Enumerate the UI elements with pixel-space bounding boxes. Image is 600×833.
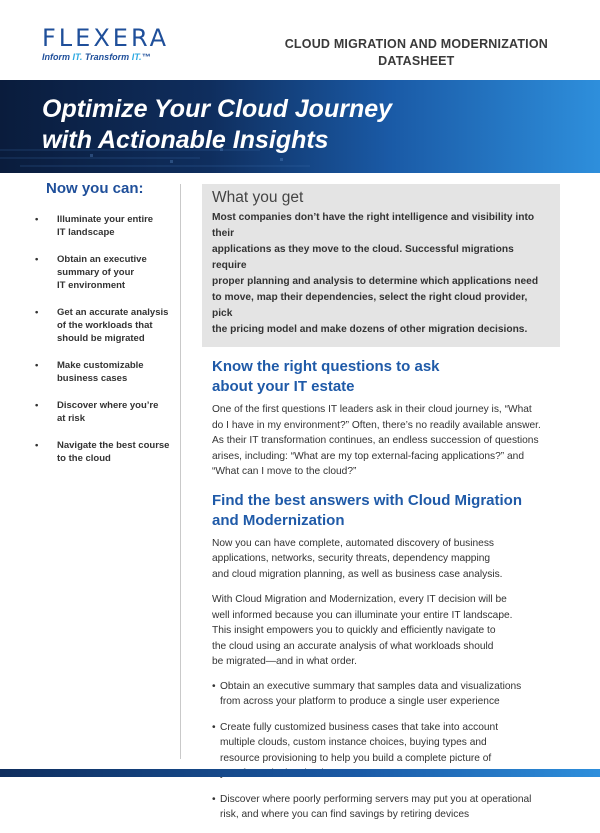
body-line: proper planning and analysis to determine which applications need bbox=[212, 276, 539, 287]
para-line: arises, including: “What are my top external-facing applications?” and bbox=[212, 450, 525, 462]
para-line: applications, networks, security threats, dependency mapping bbox=[212, 553, 491, 564]
sidebar-item-line: Discover where you’re bbox=[57, 400, 159, 411]
para-line: be migrated—and in what order. bbox=[212, 656, 357, 667]
body-line: the pricing model and make dozens of other migration decisions. bbox=[212, 324, 528, 335]
sidebar-item-line: Make customizable bbox=[57, 360, 144, 371]
sidebar-item bbox=[30, 439, 180, 465]
sidebar-item-line: IT environment bbox=[57, 280, 126, 291]
sidebar-item-line: Illuminate your entire bbox=[57, 214, 154, 225]
benefit-item bbox=[212, 679, 560, 710]
para-line: This insight empowers you to quickly and efficiently navigate to bbox=[212, 625, 496, 636]
tagline-mid: Transform bbox=[82, 52, 132, 62]
para-line: do I have in my environment?” Often, there’s no readily available answer. bbox=[212, 419, 541, 431]
sidebar-item-line: summary of your bbox=[57, 267, 135, 278]
sidebar-item-line: of the workloads that bbox=[57, 320, 153, 331]
bullet-line: Create fully customized business cases that take into account bbox=[220, 721, 499, 733]
sidebar-list bbox=[30, 213, 180, 465]
bullet-icon: • bbox=[35, 360, 39, 371]
logo-tagline bbox=[42, 52, 169, 62]
document-type-line-1: CLOUD MIGRATION AND MODERNIZATION bbox=[284, 37, 548, 51]
heading-line: Find the best answers with Cloud Migration bbox=[212, 491, 523, 509]
body-line: applications as they move to the cloud. Successful migrations require bbox=[212, 244, 514, 271]
document-type bbox=[285, 36, 548, 70]
body-line: Most companies don’t have the right intelligence and visibility into their bbox=[212, 212, 535, 239]
para-line: As their IT transformation continues, an endless succession of questions bbox=[212, 435, 539, 446]
bullet-icon: • bbox=[35, 254, 39, 265]
banner-title-line-2: with Actionable Insights bbox=[42, 126, 329, 154]
sidebar-item bbox=[30, 399, 180, 425]
sidebar-item-line: at risk bbox=[57, 413, 85, 424]
banner-title bbox=[42, 94, 392, 156]
section-heading-answers bbox=[212, 491, 560, 531]
what-you-get-box bbox=[202, 184, 560, 347]
benefit-item bbox=[212, 792, 560, 823]
sidebar bbox=[30, 180, 180, 479]
bullet-line: risk, and where you can find savings by retiring devices bbox=[220, 809, 470, 820]
bullet-line: multiple clouds, custom instance choices, buying types and bbox=[220, 737, 487, 748]
bullet-icon: • bbox=[35, 440, 39, 451]
bullet-icon: • bbox=[35, 214, 39, 225]
footer-bar bbox=[0, 769, 600, 777]
para-line: “What can I move to the cloud?” bbox=[212, 466, 357, 477]
flexera-logo bbox=[42, 26, 169, 62]
section-answers-paragraph-1 bbox=[212, 536, 560, 583]
para-line: well informed because you can illuminate your entire IT landscape. bbox=[212, 609, 513, 621]
para-line: With Cloud Migration and Modernization, every IT decision will be bbox=[212, 594, 507, 605]
main-content bbox=[202, 184, 560, 833]
section-questions-paragraph bbox=[212, 402, 560, 480]
section-heading-questions bbox=[212, 357, 560, 397]
sidebar-item-line: to the cloud bbox=[57, 453, 111, 464]
sidebar-item-line: business cases bbox=[57, 373, 128, 384]
page-header bbox=[0, 0, 600, 80]
heading-line: and Modernization bbox=[212, 511, 345, 529]
sidebar-item-line: Navigate the best course bbox=[57, 440, 170, 451]
sidebar-item bbox=[30, 359, 180, 385]
para-line: and cloud migration planning, as well as business case analysis. bbox=[212, 568, 503, 580]
bullet-line: resource provisioning to help you build a complete picture of bbox=[220, 752, 492, 764]
sidebar-item bbox=[30, 306, 180, 345]
heading-line: about your IT estate bbox=[212, 378, 355, 395]
para-line: Now you can have complete, automated discovery of business bbox=[212, 537, 495, 549]
bullet-icon: • bbox=[35, 400, 39, 411]
body-line: to move, map their dependencies, select the right cloud provider, pick bbox=[212, 292, 528, 319]
benefit-list bbox=[212, 679, 560, 823]
tagline-trademark: ™ bbox=[141, 52, 151, 62]
sidebar-item-line: should be migrated bbox=[57, 333, 145, 344]
what-you-get-title: What you get bbox=[212, 189, 304, 206]
column-divider bbox=[180, 184, 181, 759]
para-line: One of the first questions IT leaders ask in their cloud journey is, “What bbox=[212, 404, 532, 415]
sidebar-item-line: Obtain an executive bbox=[57, 254, 147, 265]
tagline-prefix: Inform bbox=[42, 52, 73, 62]
tagline-it-2: IT. bbox=[131, 52, 142, 62]
hero-banner bbox=[0, 80, 600, 173]
bullet-line: Obtain an executive summary that samples data and visualizations bbox=[220, 680, 522, 692]
bullet-icon: • bbox=[212, 793, 216, 805]
sidebar-title: Now you can: bbox=[46, 180, 144, 197]
heading-line: Know the right questions to ask bbox=[212, 358, 440, 375]
sidebar-item bbox=[30, 253, 180, 292]
sidebar-item-line: Get an accurate analysis bbox=[57, 307, 169, 318]
bullet-line: Discover where poorly performing servers may put you at operational bbox=[220, 793, 532, 805]
bullet-icon: • bbox=[35, 307, 39, 318]
banner-title-line-1: Optimize Your Cloud Journey bbox=[42, 95, 393, 123]
logo-wordmark: FLEXERA bbox=[42, 24, 170, 52]
bullet-line: from across your platform to produce a single user experience bbox=[220, 696, 500, 707]
sidebar-item-line: IT landscape bbox=[57, 227, 115, 238]
bullet-icon: • bbox=[212, 721, 216, 733]
document-type-line-2: DATASHEET bbox=[378, 54, 455, 68]
bullet-icon: • bbox=[212, 680, 216, 692]
tagline-it-1: IT. bbox=[72, 52, 83, 62]
para-line: the cloud using an accurate analysis of what workloads should bbox=[212, 640, 494, 652]
what-you-get-body bbox=[212, 210, 550, 338]
sidebar-item bbox=[30, 213, 180, 239]
section-answers-paragraph-2 bbox=[212, 592, 560, 670]
